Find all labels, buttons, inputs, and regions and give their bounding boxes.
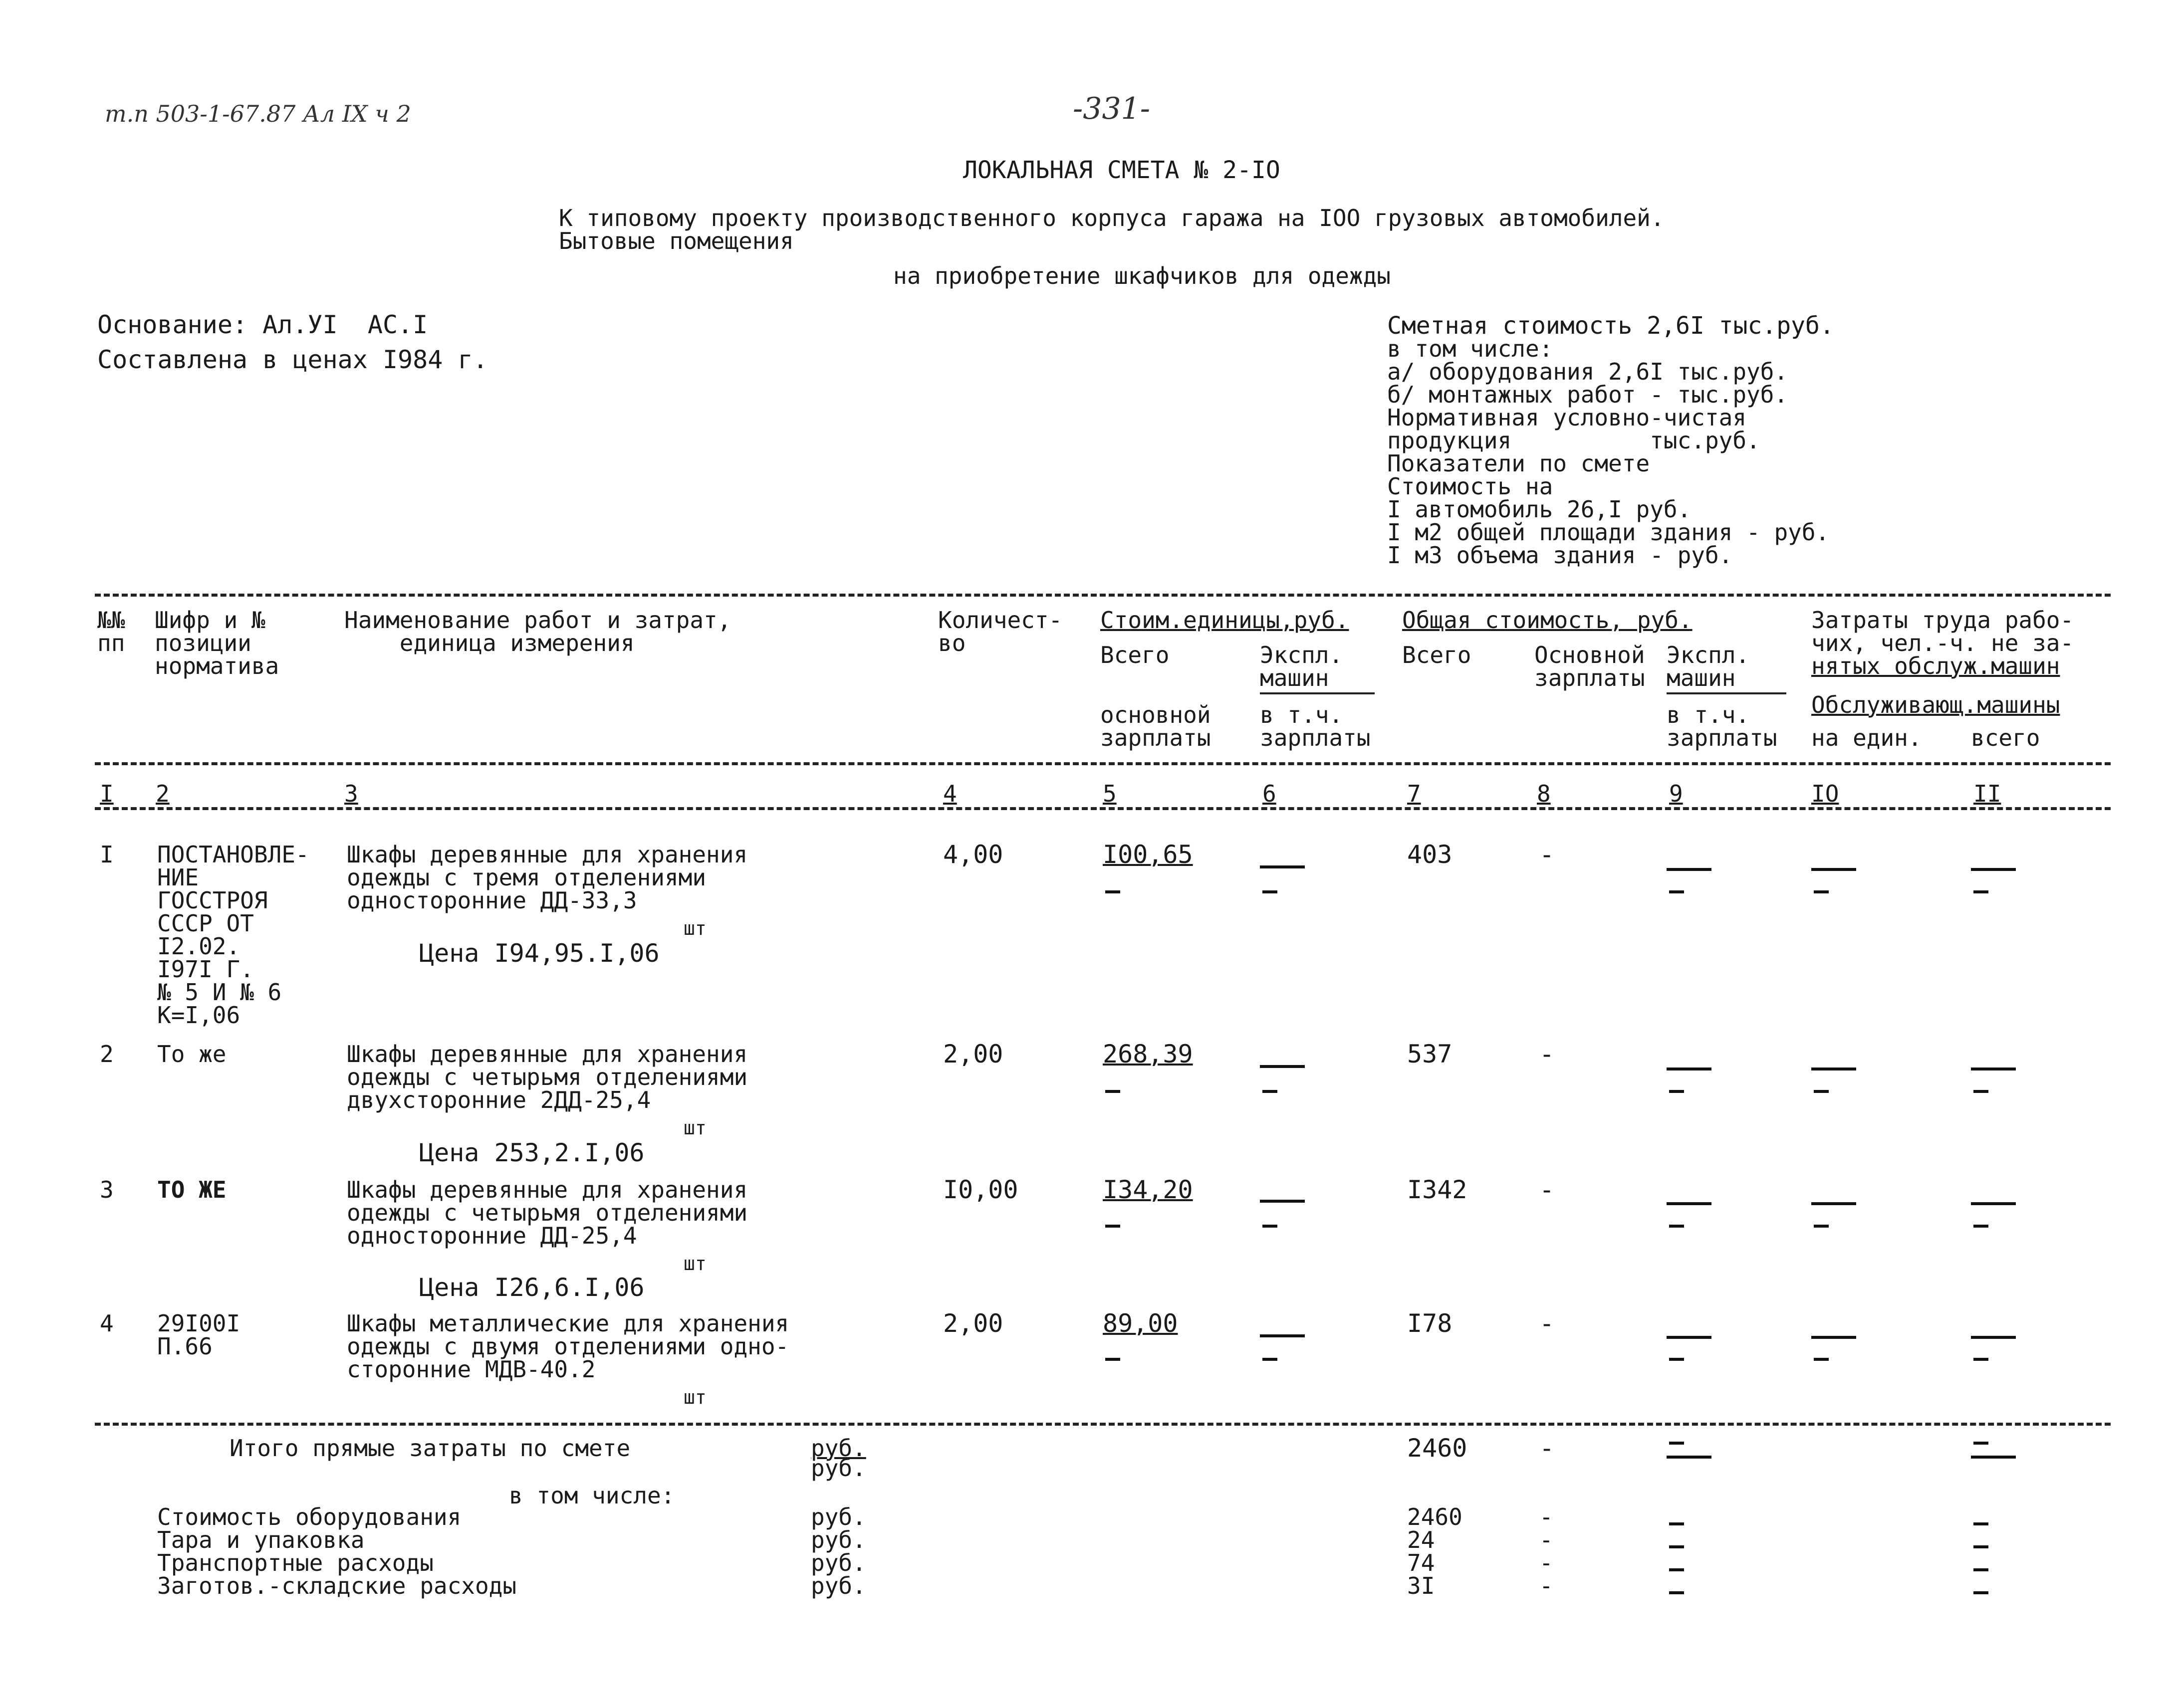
row-wage-dash: - <box>1539 840 1555 869</box>
row-qty: 2,00 <box>943 1040 1003 1068</box>
colnum: 8 <box>1537 780 1551 807</box>
row-number: 3 <box>100 1176 114 1203</box>
row-wage-dash: - <box>1539 1040 1555 1068</box>
totals-item-label: Заготов.-складские расходы <box>157 1572 517 1599</box>
row-total: I78 <box>1407 1309 1453 1338</box>
totals-item-value: 3I <box>1407 1572 1435 1599</box>
totals-unit-1: руб. <box>811 1435 866 1462</box>
header-unit-cost: Стоим.единицы,руб. <box>1100 607 1349 634</box>
header-unit-mach-wage: в т.ч. зарплаты <box>1260 701 1371 751</box>
header-unit-mach: Экспл. машин <box>1260 641 1343 691</box>
totals-item-unit: руб. <box>811 1503 866 1530</box>
header-labor-all: всего <box>1971 724 2040 751</box>
colnum: 7 <box>1407 780 1421 807</box>
colnum: II <box>1973 780 2001 807</box>
header-total-total: Всего <box>1402 641 1471 668</box>
row-qty: 2,00 <box>943 1309 1003 1338</box>
document-subtitle-1: К типовому проекту производственного корпуса гаража на IOO грузовых автомобилей. <box>559 205 1665 231</box>
header-unit-total: Всего <box>1100 641 1170 668</box>
summary-line: I м2 общей площади здания - руб. <box>1387 519 1830 546</box>
row-unit-cost: 268,39 <box>1103 1040 1193 1068</box>
page-number: -331- <box>1073 91 1151 126</box>
header-col-name: Наименование работ и затрат, единица измерения <box>344 607 731 656</box>
row-name: Шкафы деревянные для хранения одежды с четырьмя отделениями односторонние ДД-25,4 <box>347 1176 748 1249</box>
row-wage-dash: - <box>1539 1175 1555 1204</box>
totals-item-label: Транспортные расходы <box>157 1549 434 1576</box>
document-subtitle-2: Бытовые помещения <box>559 227 794 254</box>
summary-line: в том числе: <box>1387 335 1553 362</box>
colnum: 3 <box>344 780 358 807</box>
totals-item-dash: - <box>1539 1503 1553 1530</box>
summary-line: Нормативная условно-чистая <box>1387 404 1747 431</box>
row-price: Цена I94,95.I,06 <box>419 939 660 968</box>
totals-item-label: Стоимость оборудования <box>157 1503 462 1530</box>
row-number: 2 <box>100 1041 114 1068</box>
row-name: Шкафы деревянные для хранения одежды с тремя отделениями односторонние ДД-33,3 <box>347 841 748 914</box>
table-top-rule <box>95 594 2111 597</box>
header-labor-unemployed: нятых обслуж.машин <box>1811 652 2060 679</box>
row-unit: шт <box>684 1386 707 1408</box>
row-total: I342 <box>1407 1175 1467 1204</box>
summary-line: I м3 объема здания - руб. <box>1387 542 1733 569</box>
totals-item-unit: руб. <box>811 1572 866 1599</box>
colnum: 4 <box>943 780 957 807</box>
totals-item-unit: руб. <box>811 1549 866 1576</box>
header-labor-unit: на един. <box>1811 724 1922 751</box>
totals-item-value: 2460 <box>1407 1503 1462 1530</box>
header-col-number: №№ пп <box>97 607 125 656</box>
basis-line-1: Основание: Ал.УI АС.I <box>97 310 428 339</box>
row-code: То же <box>157 1041 227 1068</box>
row-price: Цена 253,2.I,06 <box>419 1138 645 1167</box>
totals-item-dash: - <box>1539 1526 1553 1553</box>
row-qty: I0,00 <box>943 1175 1018 1204</box>
colnum: 5 <box>1103 780 1117 807</box>
row-name: Шкафы металлические для хранения одежды с двумя отделениями одно- сторонние МДВ-40.2 <box>347 1310 789 1383</box>
header-unit-wage: основной зарплаты <box>1100 701 1211 751</box>
row-total: 537 <box>1407 1040 1453 1068</box>
row-code: 29I00I П.66 <box>157 1310 241 1360</box>
colnum: 6 <box>1262 780 1276 807</box>
document-subtitle-3: на приобретение шкафчиков для одежды <box>893 262 1391 289</box>
row-name: Шкафы деревянные для хранения одежды с четырьмя отделениями двухсторонние 2ДД-25,4 <box>347 1041 748 1113</box>
colnum: IO <box>1811 780 1839 807</box>
totals-item-value: 24 <box>1407 1526 1435 1553</box>
header-total-mach: Экспл. машин <box>1667 641 1750 691</box>
header-total-wage: Основной зарплаты <box>1534 641 1645 691</box>
row-unit: шт <box>684 917 707 939</box>
colnum: I <box>100 780 114 807</box>
row-qty: 4,00 <box>943 840 1003 869</box>
row-unit-cost: 89,00 <box>1103 1309 1178 1338</box>
header-total-mach-wage: в т.ч. зарплаты <box>1667 701 1777 751</box>
totals-unit-2: руб. <box>811 1455 866 1482</box>
summary-line: а/ оборудования 2,6I тыс.руб. <box>1387 358 1788 385</box>
totals-item-label: Тара и упаковка <box>157 1526 365 1553</box>
header-unit-mach-rule <box>1260 692 1375 694</box>
header-total-mach-rule <box>1667 692 1786 694</box>
document-title: ЛОКАЛЬНАЯ СМЕТА № 2-IO <box>963 156 1280 184</box>
row-price: Цена I26,6.I,06 <box>419 1273 645 1302</box>
totals-incl: в том числе: <box>509 1482 675 1509</box>
header-bottom-rule <box>95 762 2111 765</box>
basis-line-2: Составлена в ценах I984 г. <box>97 345 488 374</box>
summary-line: Стоимость на <box>1387 473 1553 500</box>
row-unit: шт <box>684 1253 707 1275</box>
summary-line: продукция тыс.руб. <box>1387 427 1760 454</box>
header-total-cost: Общая стоимость, руб. <box>1402 607 1693 634</box>
row-code: ПОСТАНОВЛЕ- НИЕ ГОССТРОЯ СССР ОТ I2.02. I97I Г. № 5 И № 6 К=I,06 <box>157 841 309 1029</box>
colnum: 2 <box>156 780 170 807</box>
row-wage-dash: - <box>1539 1309 1555 1338</box>
row-unit-cost: I00,65 <box>1103 840 1193 869</box>
row-code: ТО ЖЕ <box>157 1176 227 1203</box>
summary-line: Показатели по смете <box>1387 450 1650 477</box>
handwritten-reference: т.п 503-1-67.87 Ал IX ч 2 <box>105 100 411 127</box>
header-col-code: Шифр и № позиции норматива <box>155 607 279 679</box>
totals-value: 2460 <box>1407 1434 1467 1463</box>
row-unit-cost: I34,20 <box>1103 1175 1193 1204</box>
header-col-qty: Количест- во <box>938 607 1063 656</box>
row-unit: шт <box>684 1117 707 1139</box>
colnum: 9 <box>1669 780 1683 807</box>
summary-line: I автомобиль 26,I руб. <box>1387 496 1692 523</box>
header-labor-serving: Обслуживающ.машины <box>1811 691 2060 718</box>
row-number: I <box>100 841 114 868</box>
colnum-bottom-rule <box>95 807 2111 810</box>
summary-line: б/ монтажных работ - тыс.руб. <box>1387 381 1788 408</box>
totals-item-unit: руб. <box>811 1526 866 1553</box>
totals-top-rule <box>95 1423 2111 1426</box>
summary-line: Сметная стоимость 2,6I тыс.руб. <box>1387 312 1834 340</box>
row-total: 403 <box>1407 840 1453 869</box>
row-number: 4 <box>100 1310 114 1337</box>
totals-item-dash: - <box>1539 1549 1553 1576</box>
totals-label: Итого прямые затраты по смете <box>230 1435 631 1462</box>
totals-item-value: 74 <box>1407 1549 1435 1576</box>
header-labor: Затраты труда рабо- чих, чел.-ч. не за- <box>1811 607 2074 656</box>
totals-item-dash: - <box>1539 1572 1553 1599</box>
totals-wage-dash: - <box>1539 1434 1555 1463</box>
